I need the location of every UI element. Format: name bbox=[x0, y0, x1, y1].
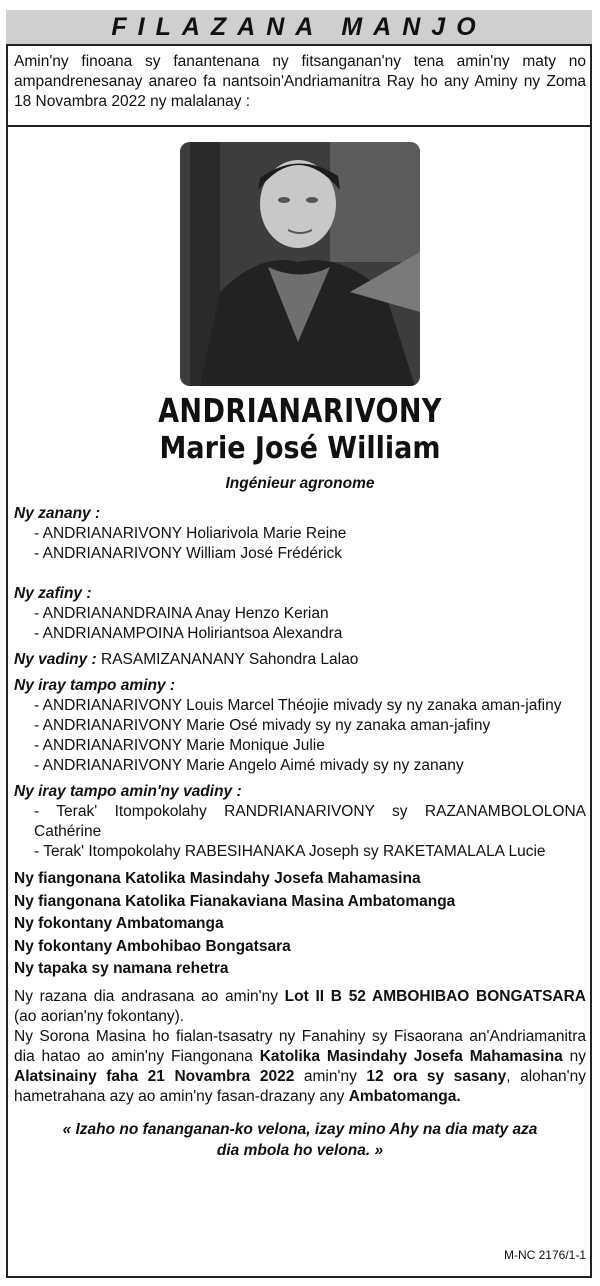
mass-time: 12 ora sy sasany bbox=[366, 1067, 507, 1085]
children-heading: Ny zanany : bbox=[14, 505, 101, 522]
spouse-line bbox=[14, 650, 586, 670]
list-item: - ANDRIANARIVONY William José Frédérick bbox=[34, 545, 343, 562]
mass-text-2: ny bbox=[562, 1047, 587, 1065]
list-item: - ANDRIANARIVONY Marie Angelo Aimé mivady sy ny zanany bbox=[34, 757, 464, 774]
mass-text: Ny Sorona Masina ho fialan-tsasatry ny Fanahiny sy Fisaorana an'Andriamanitra dia hatao ao amin'ny Fiangonana bbox=[14, 1027, 586, 1065]
list-item: - ANDRIANAMPOINA Holiriantsoa Alexandra bbox=[34, 625, 343, 642]
community-line: Ny tapaka sy namana rehetra bbox=[14, 960, 229, 977]
quote-line-2: dia mbola ho velona. » bbox=[216, 1141, 384, 1159]
grandchildren-heading: Ny zafiny : bbox=[14, 585, 92, 602]
burial-location: Lot II B 52 AMBOHIBAO BONGATSARA bbox=[284, 987, 586, 1005]
portrait-photo bbox=[180, 142, 420, 386]
quote-line-1: « Izaho no fananganan-ko velona, izay mino Ahy na dia maty aza bbox=[62, 1120, 538, 1138]
mass-text-3: amin'ny bbox=[294, 1067, 367, 1085]
burial-text: Ny razana dia andrasana ao amin'ny bbox=[14, 987, 285, 1005]
list-item: - ANDRIANARIVONY Marie Osé mivady sy ny zanaka aman-jafiny bbox=[34, 717, 491, 734]
reference-code: M-NC 2176/1-1 bbox=[503, 1248, 586, 1262]
deceased-given-names: Marie José William bbox=[159, 431, 441, 466]
spouse-siblings-heading: Ny iray tampo amin'ny vadiny : bbox=[14, 783, 242, 800]
bible-quote bbox=[44, 1119, 556, 1161]
burial-paragraph bbox=[14, 987, 586, 1027]
spouse-name: RASAMIZANANANY Sahondra Lalao bbox=[96, 651, 359, 668]
notice-title: FILAZANA MANJO bbox=[111, 12, 487, 41]
list-item: - Terak' Itompokolahy RANDRIANARIVONY sy RAZANAMBOLOLONA Cathérine bbox=[34, 803, 586, 840]
list-item: - ANDRIANARIVONY Holiarivola Marie Reine bbox=[34, 525, 347, 542]
notice-body bbox=[14, 52, 586, 1161]
community-line: Ny fokontany Ambatomanga bbox=[14, 915, 224, 932]
community-line: Ny fiangonana Katolika Fianakaviana Masina Ambatomanga bbox=[14, 892, 456, 910]
burial-text-end: (ao aorian'ny fokontany). bbox=[14, 1007, 185, 1025]
mass-church: Katolika Masindahy Josefa Mahamasina bbox=[259, 1047, 563, 1065]
siblings-heading: Ny iray tampo aminy : bbox=[14, 677, 176, 694]
community-line: Ny fokontany Ambohibao Bongatsara bbox=[14, 937, 291, 955]
list-item: - ANDRIANARIVONY Marie Monique Julie bbox=[34, 737, 325, 754]
intro-text: Amin'ny finoana sy fanantenana ny fitsanganan'ny tena amin'ny maty no ampandrenesanay anareo fa nantsoin'Andriamanitra Ray ho any Aminy ny Zoma 18 Novambra 2022 ny malalanay : bbox=[14, 53, 586, 110]
community-line: Ny fiangonana Katolika Masindahy Josefa Mahamasina bbox=[14, 870, 421, 887]
deceased-surname: ANDRIANARIVONY bbox=[158, 391, 442, 430]
mass-paragraph bbox=[14, 1027, 586, 1107]
list-item: - Terak' Itompokolahy RABESIHANAKA Joseph sy RAKETAMALALA Lucie bbox=[34, 843, 546, 860]
portrait-image bbox=[180, 142, 420, 386]
list-item: - ANDRIANANDRAINA Anay Henzo Kerian bbox=[34, 605, 329, 622]
spouse-heading: Ny vadiny : bbox=[14, 651, 97, 668]
mass-text-4: , alohan'ny hametrahana azy ao amin'ny fasan-drazany any bbox=[14, 1067, 586, 1105]
deceased-profession: Ingénieur agronome bbox=[225, 475, 375, 492]
list-item: - ANDRIANARIVONY Louis Marcel Théojie mivady sy ny zanaka aman-jafiny bbox=[34, 697, 562, 714]
notice-header bbox=[6, 10, 592, 46]
mass-date: Alatsinainy faha 21 Novambra 2022 bbox=[14, 1067, 295, 1085]
mass-place: Ambatomanga. bbox=[348, 1087, 461, 1105]
